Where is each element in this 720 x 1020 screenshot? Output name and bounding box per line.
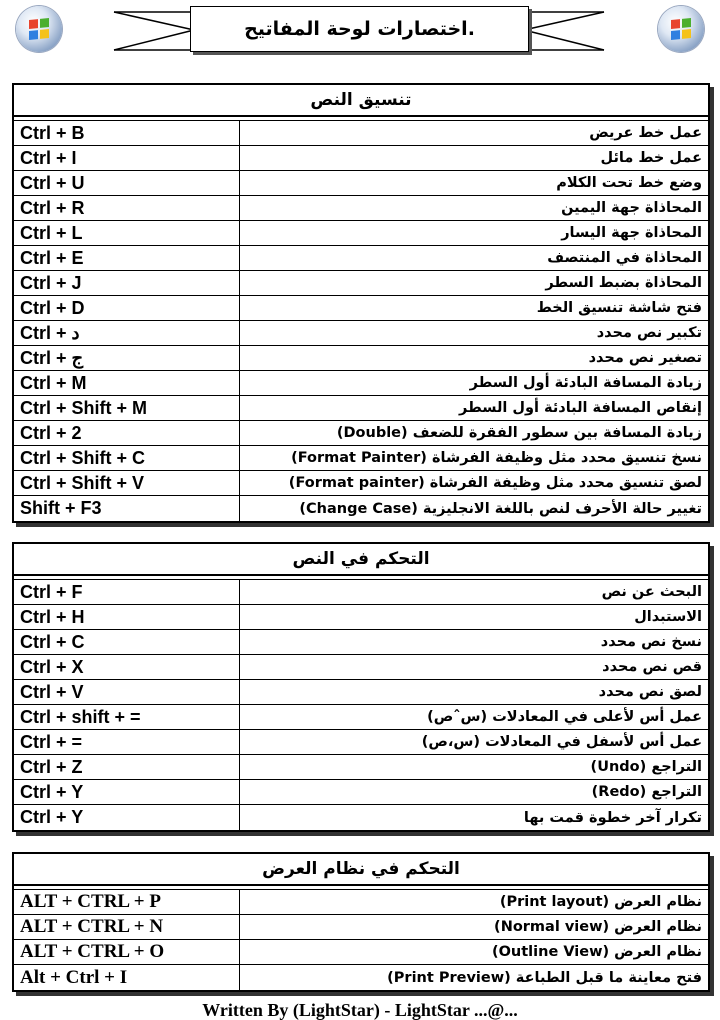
shortcut-key: Ctrl + H — [14, 605, 240, 629]
shortcut-key: Shift + F3 — [14, 496, 240, 521]
shortcut-key: Ctrl + ج — [14, 346, 240, 370]
shortcut-description: عمل أس لأسفل في المعادلات (س،ص) — [421, 734, 702, 750]
shortcut-description: تكبير نص محدد — [596, 325, 702, 341]
page-header — [0, 0, 720, 66]
windows-logo-icon — [658, 6, 704, 52]
shortcut-description: تغيير حالة الأحرف لنص باللغة الانجليزية (Change Case) — [299, 500, 702, 517]
table-row — [14, 805, 708, 830]
shortcut-description: فتح معاينة ما قبل الطباعة (Print Preview) — [387, 969, 702, 986]
shortcut-description: زيادة المسافة البادئة أول السطر — [469, 375, 702, 391]
table-row — [14, 421, 708, 446]
shortcut-key: Ctrl + M — [14, 371, 240, 395]
section-view-control — [12, 852, 710, 992]
shortcut-description: نسخ تنسيق محدد مثل وظيفة الفرشاة (Format Painter) — [291, 450, 702, 466]
shortcut-description: تصغير نص محدد — [588, 350, 702, 366]
table-row — [14, 580, 708, 605]
shortcut-key: ALT + CTRL + O — [14, 940, 240, 964]
shortcut-key: Ctrl + R — [14, 196, 240, 220]
table-row — [14, 371, 708, 396]
shortcut-description: التراجع (Undo) — [590, 759, 702, 775]
footer-credit: Written By (LightStar) - LightStar ...@... — [202, 1000, 518, 1020]
shortcut-key: Ctrl + Y — [14, 805, 240, 830]
shortcut-key: Ctrl + Shift + C — [14, 446, 240, 470]
table-row — [14, 755, 708, 780]
shortcut-description: نظام العرض (Outline View) — [491, 944, 702, 960]
table-row — [14, 705, 708, 730]
shortcut-key: Ctrl + د — [14, 321, 240, 345]
shortcut-key: Ctrl + Y — [14, 780, 240, 804]
shortcut-description: عمل خط عريض — [589, 125, 702, 141]
shortcut-description: عمل أس لأعلى في المعادلات (سˆص) — [427, 709, 702, 725]
shortcut-description: الاستبدال — [634, 609, 702, 625]
shortcut-key: Ctrl + Shift + V — [14, 471, 240, 495]
shortcut-description: تكرار آخر خطوة قمت بها — [523, 809, 702, 826]
shortcut-key: Ctrl + L — [14, 221, 240, 245]
shortcut-key: Ctrl + Z — [14, 755, 240, 779]
section-title: تنسيق النص — [14, 85, 708, 117]
section-text-control — [12, 542, 710, 832]
table-row — [14, 965, 708, 990]
table-row — [14, 780, 708, 805]
shortcut-key: Ctrl + = — [14, 730, 240, 754]
shortcut-description: لصق نص محدد — [598, 684, 702, 700]
shortcut-key: Ctrl + E — [14, 246, 240, 270]
shortcut-key: Ctrl + shift + = — [14, 705, 240, 729]
table-row — [14, 196, 708, 221]
table-row — [14, 171, 708, 196]
shortcut-key: Ctrl + U — [14, 171, 240, 195]
shortcut-description: المحاذاة بضبط السطر — [545, 275, 702, 291]
table-row — [14, 121, 708, 146]
table-row — [14, 396, 708, 421]
section-title: التحكم في النص — [14, 544, 708, 576]
shortcut-key: Ctrl + F — [14, 580, 240, 604]
shortcut-description: زيادة المسافة بين سطور الفقرة للضعف (Double) — [336, 425, 702, 441]
table-row — [14, 655, 708, 680]
shortcut-description: وضع خط تحت الكلام — [556, 175, 702, 191]
table-row — [14, 321, 708, 346]
table-row — [14, 496, 708, 521]
shortcut-key: Ctrl + I — [14, 146, 240, 170]
table-row — [14, 605, 708, 630]
shortcut-description: نسخ نص محدد — [600, 634, 702, 650]
windows-logo-icon — [16, 6, 62, 52]
shortcut-description: التراجع (Redo) — [591, 784, 702, 800]
shortcut-key: Ctrl + 2 — [14, 421, 240, 445]
shortcut-key: Ctrl + B — [14, 121, 240, 145]
table-row — [14, 471, 708, 496]
shortcut-description: عمل خط مائل — [600, 150, 702, 166]
shortcut-description: إنقاص المسافة البادئة أول السطر — [459, 400, 702, 416]
shortcut-key: ALT + CTRL + P — [14, 890, 240, 914]
shortcut-key: Alt + Ctrl + I — [14, 965, 240, 990]
table-row — [14, 446, 708, 471]
shortcut-description: المحاذاة جهة اليسار — [561, 225, 702, 241]
table-row — [14, 221, 708, 246]
shortcut-description: لصق تنسيق محدد مثل وظيفة الفرشاة (Format painter) — [288, 475, 702, 491]
table-row — [14, 271, 708, 296]
table-row — [14, 296, 708, 321]
table-row — [14, 680, 708, 705]
table-row — [14, 730, 708, 755]
table-row — [14, 146, 708, 171]
table-row — [14, 346, 708, 371]
table-row — [14, 940, 708, 965]
shortcut-key: Ctrl + J — [14, 271, 240, 295]
table-row — [14, 890, 708, 915]
shortcut-key: Ctrl + C — [14, 630, 240, 654]
shortcut-table — [14, 889, 708, 990]
shortcut-key: ALT + CTRL + N — [14, 915, 240, 939]
shortcut-description: نظام العرض (Normal view) — [494, 919, 702, 935]
shortcut-description: المحاذاة جهة اليمين — [561, 200, 702, 216]
shortcut-key: Ctrl + X — [14, 655, 240, 679]
table-row — [14, 915, 708, 940]
shortcut-description: فتح شاشة تنسيق الخط — [536, 300, 702, 316]
shortcut-description: قص نص محدد — [602, 659, 702, 675]
shortcut-table — [14, 120, 708, 521]
shortcut-key: Ctrl + V — [14, 680, 240, 704]
shortcut-description: نظام العرض (Print layout) — [499, 894, 702, 910]
shortcut-key: Ctrl + D — [14, 296, 240, 320]
shortcut-key: Ctrl + Shift + M — [14, 396, 240, 420]
shortcut-description: البحث عن نص — [601, 584, 702, 600]
shortcut-table — [14, 579, 708, 830]
section-title: التحكم في نظام العرض — [14, 854, 708, 886]
table-row — [14, 246, 708, 271]
table-row — [14, 630, 708, 655]
page-title: اختصارات لوحة المفاتيح. — [190, 6, 529, 52]
shortcut-description: المحاذاة في المنتصف — [547, 250, 702, 266]
section-text-formatting — [12, 83, 710, 523]
